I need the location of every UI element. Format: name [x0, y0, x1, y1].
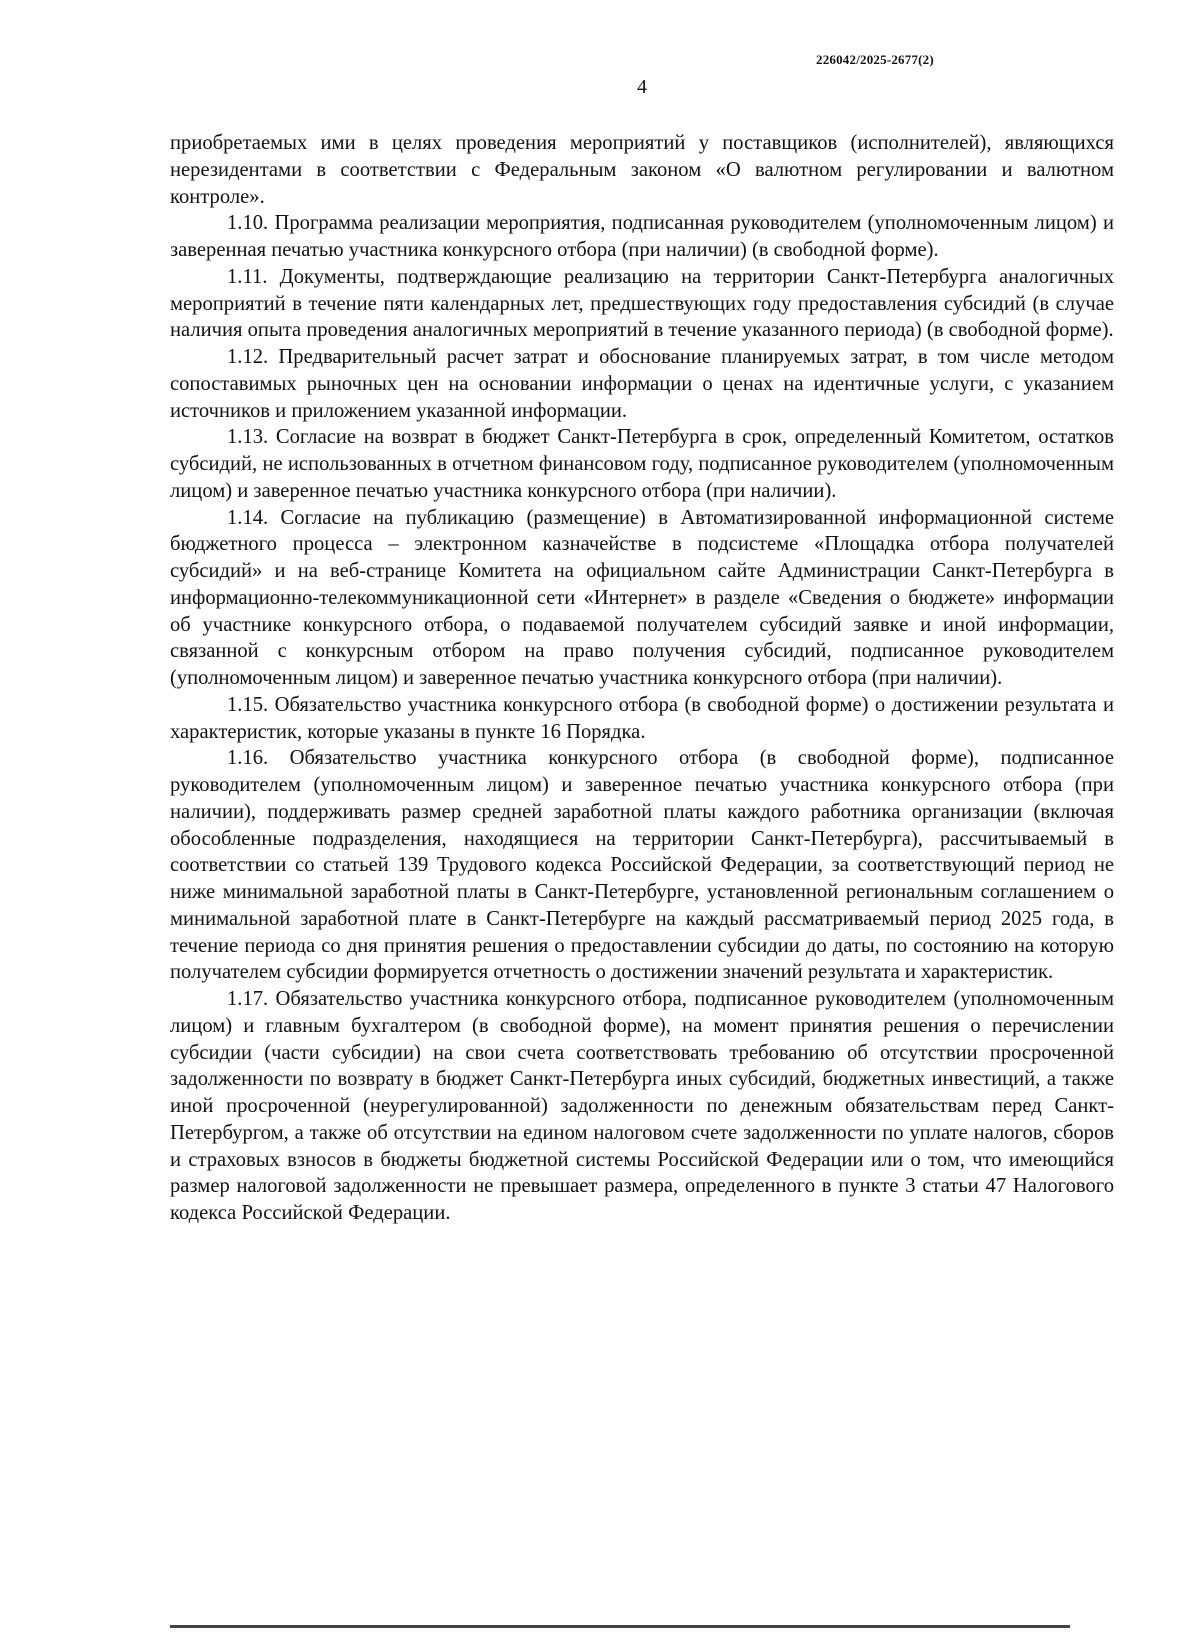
paragraph-continuation — [170, 130, 1114, 210]
clause-1-17 — [170, 986, 1114, 1227]
clause-text: Предварительный расчет затрат и обоснование планируемых затрат, в том числе методом сопоставимых рыночных цен на основании информации о ценах на идентичные услуги, с указанием источников и приложением указанной информации. — [170, 346, 1114, 422]
document-registration-number: 226042/2025-2677(2) — [816, 52, 934, 67]
clause-1-12 — [170, 344, 1114, 424]
clause-number: 1.13. — [227, 426, 269, 449]
clause-text: Согласие на публикацию (размещение) в Автоматизированной информационной системе бюджетного процесса – электронном казначействе в подсистеме «Площадка отбора получателей субсидий» и на веб-странице Комитета на официальном сайте Администрации Санкт-Петербурга в информационно-телекоммуникационной сети «Интернет» в разделе «Сведения о бюджете» информации об участнике конкурсного отбора, о подаваемой получателем субсидий заявке и иной информации, связанной с конкурсным отбором на право получения субсидий, подписанное руководителем (уполномоченным лицом) и заверенное печатью участника конкурсного отбора (при наличии). — [170, 506, 1114, 689]
clause-1-15 — [170, 692, 1114, 746]
clause-1-13 — [170, 424, 1114, 504]
clause-number: 1.11. — [227, 265, 268, 288]
clause-text: Обязательство участника конкурсного отбора, подписанное руководителем (уполномоченным лицом) и главным бухгалтером (в свободной форме), на момент принятия решения о перечислении субсидии (части субсидии) на свои счета соответствовать требованию об отсутствии просроченной задолженности по возврату в бюджет Санкт-Петербурга иных субсидий, бюджетных инвестиций, а также иной просроченной (неурегулированной) задолженности по денежным обязательствам перед Санкт-Петербургом, а также об отсутствии на едином налоговом счете задолженности по уплате налогов, сборов и страховых взносов в бюджеты бюджетной системы Российской Федерации или о том, что имеющийся размер налоговой задолженности не превышает размера, определенного в пункте 3 статьи 47 Налогового кодекса Российской Федерации. — [170, 988, 1114, 1224]
clause-text: Документы, подтверждающие реализацию на территории Санкт-Петербурга аналогичных мероприятий в течение пяти календарных лет, предшествующих году предоставления субсидий (в случае наличия опыта проведения аналогичных мероприятий в течение указанного периода) (в свободной форме). — [170, 265, 1114, 342]
clause-number: 1.16. — [227, 747, 269, 770]
clause-1-14 — [170, 505, 1114, 692]
clause-number: 1.12. — [227, 346, 269, 368]
clause-number: 1.10. — [227, 212, 269, 235]
clause-text: Обязательство участника конкурсного отбора (в свободной форме) о достижении результата и характеристик, которые указаны в пункте 16 Порядка. — [170, 693, 1114, 743]
clause-1-16 — [170, 745, 1114, 986]
page-number: 4 — [637, 76, 647, 98]
clause-text: Согласие на возврат в бюджет Санкт-Петербурга в срок, определенный Комитетом, остатков субсидий, не использованных в отчетном финансовом году, подписанное руководителем (уполномоченным лицом) и заверенное печатью участника конкурсного отбора (при наличии). — [170, 426, 1114, 502]
clause-1-11 — [170, 264, 1114, 344]
clause-text: Обязательство участника конкурсного отбора (в свободной форме), подписанное руководителем (уполномоченным лицом) и заверенное печатью участника конкурсного отбора (при наличии), поддерживать размер средней заработной платы каждого работника организации (включая обособленные подразделения, находящиеся на территории Санкт-Петербурга), рассчитываемый в соответствии со статьей 139 Трудового кодекса Российской Федерации, за соответствующий период не ниже минимальной заработной платы в Санкт-Петербурге, установленной региональным соглашением о минимальной заработной плате в Санкт-Петербурге на каждый рассматриваемый период 2025 года, в течение периода со дня принятия решения о предоставлении субсидии до даты, по состоянию на которую получателем субсидии формируется отчетность о достижении значений результата и характеристик. — [170, 747, 1114, 984]
scan-edge-divider — [170, 1625, 1070, 1628]
paragraph-text: приобретаемых ими в целях проведения мероприятий у поставщиков (исполнителей), являющихся нерезидентами в соответствии с Федеральным законом «О валютном регулировании и валютном контроле». — [170, 132, 1114, 208]
clause-number: 1.14. — [227, 506, 269, 529]
document-body — [170, 130, 1114, 1227]
clause-number: 1.17. — [227, 988, 269, 1010]
clause-1-10 — [170, 210, 1114, 264]
clause-text: Программа реализации мероприятия, подписанная руководителем (уполномоченным лицом) и заверенная печатью участника конкурсного отбора (при наличии) (в свободной форме). — [170, 212, 1114, 261]
clause-number: 1.15. — [227, 693, 269, 716]
